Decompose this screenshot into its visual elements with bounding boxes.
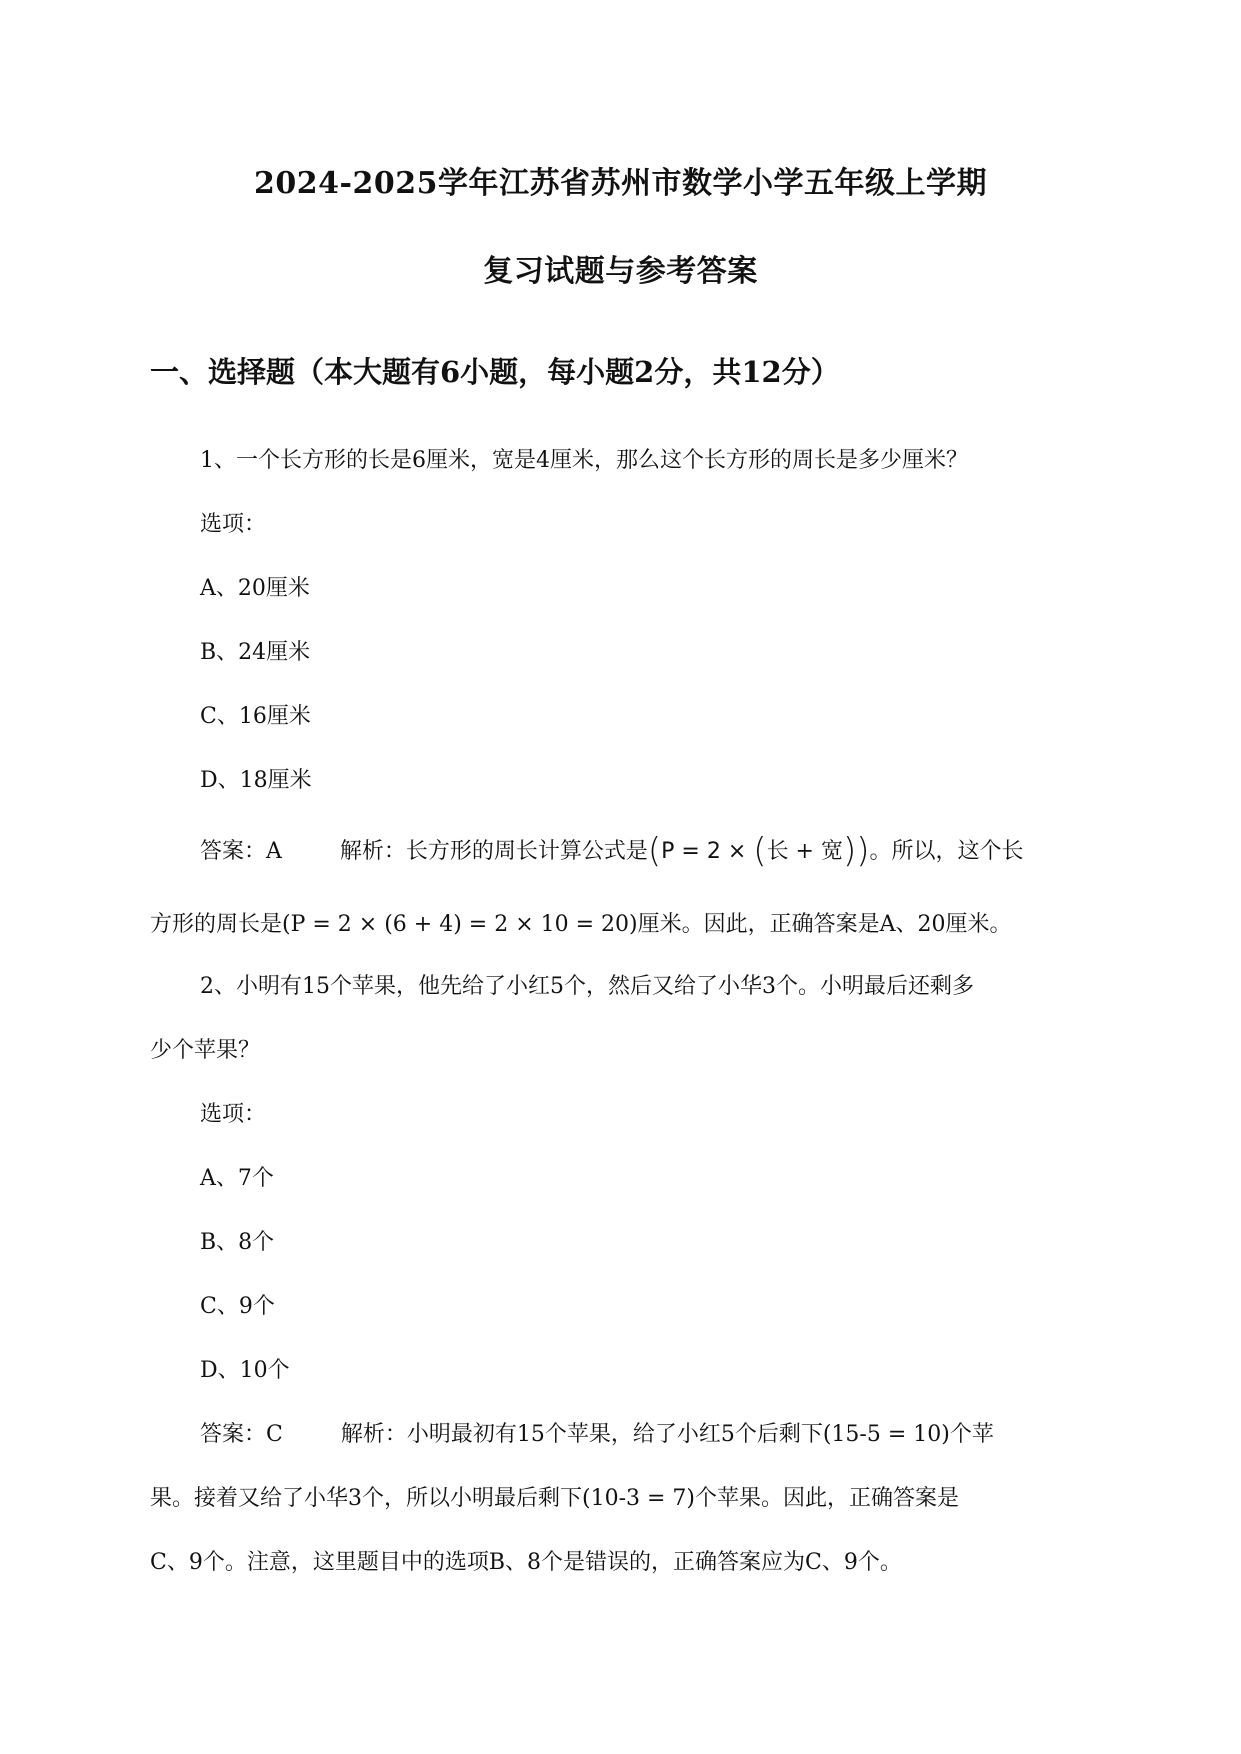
question-1-option-b: B、24厘米 [200,640,311,665]
question-2-answer: 答案：C [200,1422,283,1447]
formula-open-paren: ( [647,831,662,871]
question-2-analysis-line2: 果。接着又给了小华3个，所以小明最后剩下(10-3 = 7)个苹果。因此，正确答案是 [150,1486,960,1511]
question-2-option-b: B、8个 [200,1230,275,1255]
question-2-options-label: 选项： [200,1102,267,1127]
document-title-line2: 复习试题与参考答案 [483,254,758,289]
document-title-line1: 2024-2025学年江苏省苏州市数学小学五年级上学期 [254,166,987,201]
question-2-answer-line [200,1420,994,1450]
question-1-option-a: A、20厘米 [200,576,310,601]
question-1-options-label: 选项： [200,512,267,537]
question-1-stem: 1、一个长方形的长是6厘米，宽是4厘米，那么这个长方形的周长是多少厘米？ [200,448,968,473]
question-1-analysis-start: 解析：长方形的周长计算公式是 [339,839,648,864]
question-1-option-d: D、18厘米 [200,768,312,793]
question-1-option-c: C、16厘米 [200,704,311,729]
question-1-answer-line [200,831,1024,871]
question-1-analysis-end: 方形的周长是(P = 2 × (6 + 4) = 2 × 10 = 20)厘米。因此，正确答案是A、20厘米。 [150,912,1012,937]
formula-close-parens: )) [843,831,870,871]
question-2-option-a: A、7个 [200,1166,274,1191]
section-heading: 一、选择题（本大题有6小题，每小题2分，共12分） [150,355,840,389]
question-2-analysis-line3: C、9个。注意，这里题目中的选项B、8个是错误的，正确答案应为C、9个。 [150,1550,902,1575]
question-1-analysis-mid: 。所以，这个长 [869,839,1024,864]
question-2-analysis-line1: 解析：小明最初有15个苹果，给了小红5个后剩下(15-5 = 10)个苹 [340,1422,994,1447]
formula-width: 宽 [821,839,844,864]
question-1-answer: 答案：A [200,839,282,864]
formula-inner-open-paren: ( [753,831,767,871]
question-2-option-d: D、10个 [200,1358,290,1383]
question-2-stem-line2: 少个苹果？ [150,1038,261,1063]
formula-p: P = 2 × [661,839,747,864]
question-2-option-c: C、9个 [200,1294,275,1319]
question-2-stem-line1: 2、小明有15个苹果，他先给了小红5个，然后又给了小华3个。小明最后还剩多 [200,974,974,999]
formula-length: 长 + [766,839,814,864]
